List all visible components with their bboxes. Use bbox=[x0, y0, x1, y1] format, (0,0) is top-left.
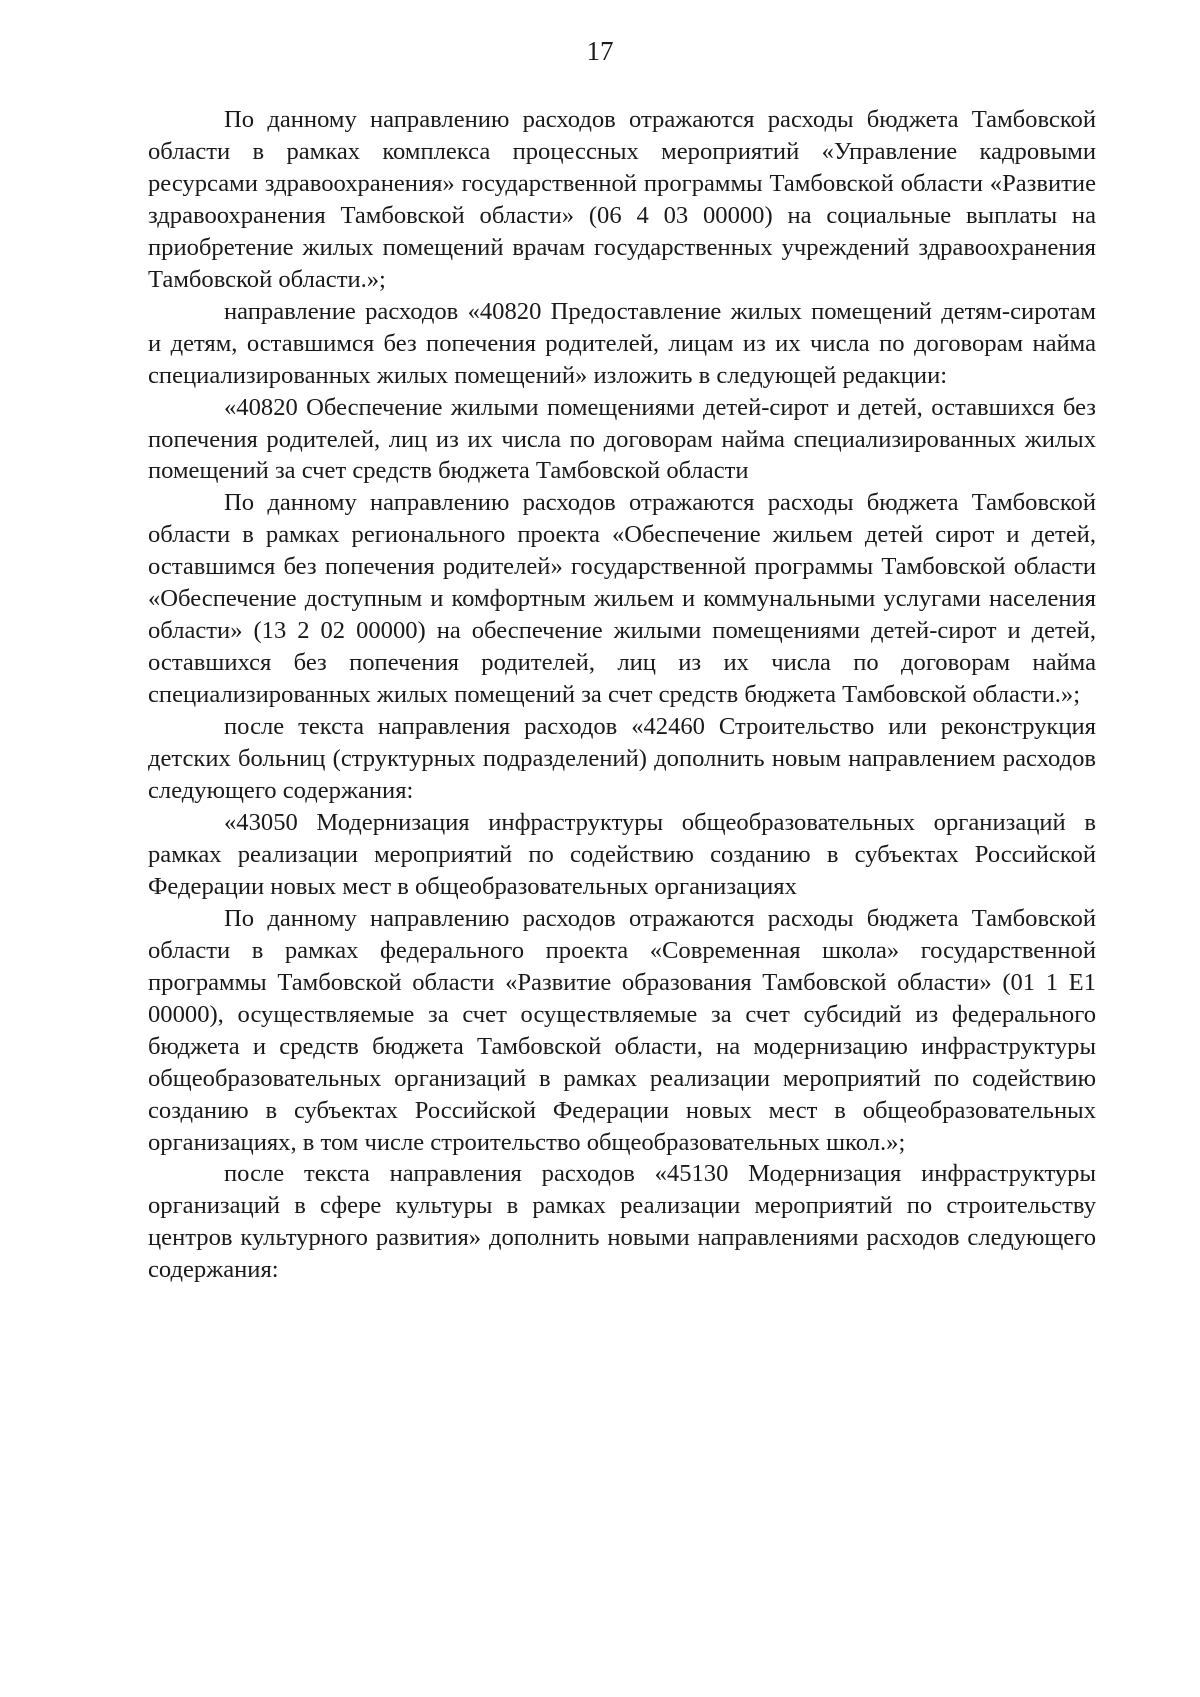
page-number: 17 bbox=[586, 36, 614, 66]
paragraph: после текста направления расходов «42460 Строительство или реконструкция детских больниц (структурных подразделений) дополнить новым направлением расходов следующего содержания: bbox=[148, 713, 1096, 805]
paragraph: после текста направления расходов «45130 Модернизация инфраструктуры организаций в сфере культуры в рамках реализации мероприятий по строительству центров культурного развития» дополнить новыми направлениями расходов следующего содержания: bbox=[148, 1160, 1096, 1284]
paragraph: По данному направлению расходов отражаются расходы бюджета Тамбовской области в рамках комплекса процессных мероприятий «Управление кадровыми ресурсами здравоохранения» государственной программы Тамбовской области «Развитие здравоохранения Тамбовской области» (06 4 03 00000) на социальные выплаты на приобретение жилых помещений врачам государственных учреждений здравоохранения Тамбовской области.»; bbox=[148, 106, 1096, 293]
paragraph: По данному направлению расходов отражаются расходы бюджета Тамбовской области в рамках регионального проекта «Обеспечение жильем детей сирот и детей, оставшимся без попечения родителей» государственной программы Тамбовской области «Обеспечение доступным и комфортным жильем и коммунальными услугами населения области» (13 2 02 00000) на обеспечение жилыми помещениями детей-сирот и детей, оставшихся без попечения родителей, лиц из их числа по договорам найма специализированных жилых помещений за счет средств бюджета Тамбовской области.»; bbox=[148, 489, 1096, 709]
paragraph: «40820 Обеспечение жилыми помещениями детей-сирот и детей, оставшихся без попечения родителей, лиц из их числа по договорам найма специализированных жилых помещений за счет средств бюджета Тамбовской области bbox=[148, 393, 1096, 485]
document-body bbox=[148, 104, 1096, 1286]
paragraph: направление расходов «40820 Предоставление жилых помещений детям-сиротам и детям, оставшимся без попечения родителей, лицам из их числа по договорам найма специализированных жилых помещений» изложить в следующей редакции: bbox=[148, 297, 1096, 389]
paragraph: «43050 Модернизация инфраструктуры общеобразовательных организаций в рамках реализации мероприятий по содействию созданию в субъектах Российской Федерации новых мест в общеобразовательных организациях bbox=[148, 808, 1096, 900]
paragraph: По данному направлению расходов отражаются расходы бюджета Тамбовской области в рамках федерального проекта «Современная школа» государственной программы Тамбовской области «Развитие образования Тамбовской области» (01 1 E1 00000), осуществляемые за счет осуществляемые за счет субсидий из федерального бюджета и средств бюджета Тамбовской области, на модернизацию инфраструктуры общеобразовательных организаций в рамках реализации мероприятий по содействию созданию в субъектах Российской Федерации новых мест в общеобразовательных организациях, в том числе строительство общеобразовательных школ.»; bbox=[148, 904, 1096, 1156]
